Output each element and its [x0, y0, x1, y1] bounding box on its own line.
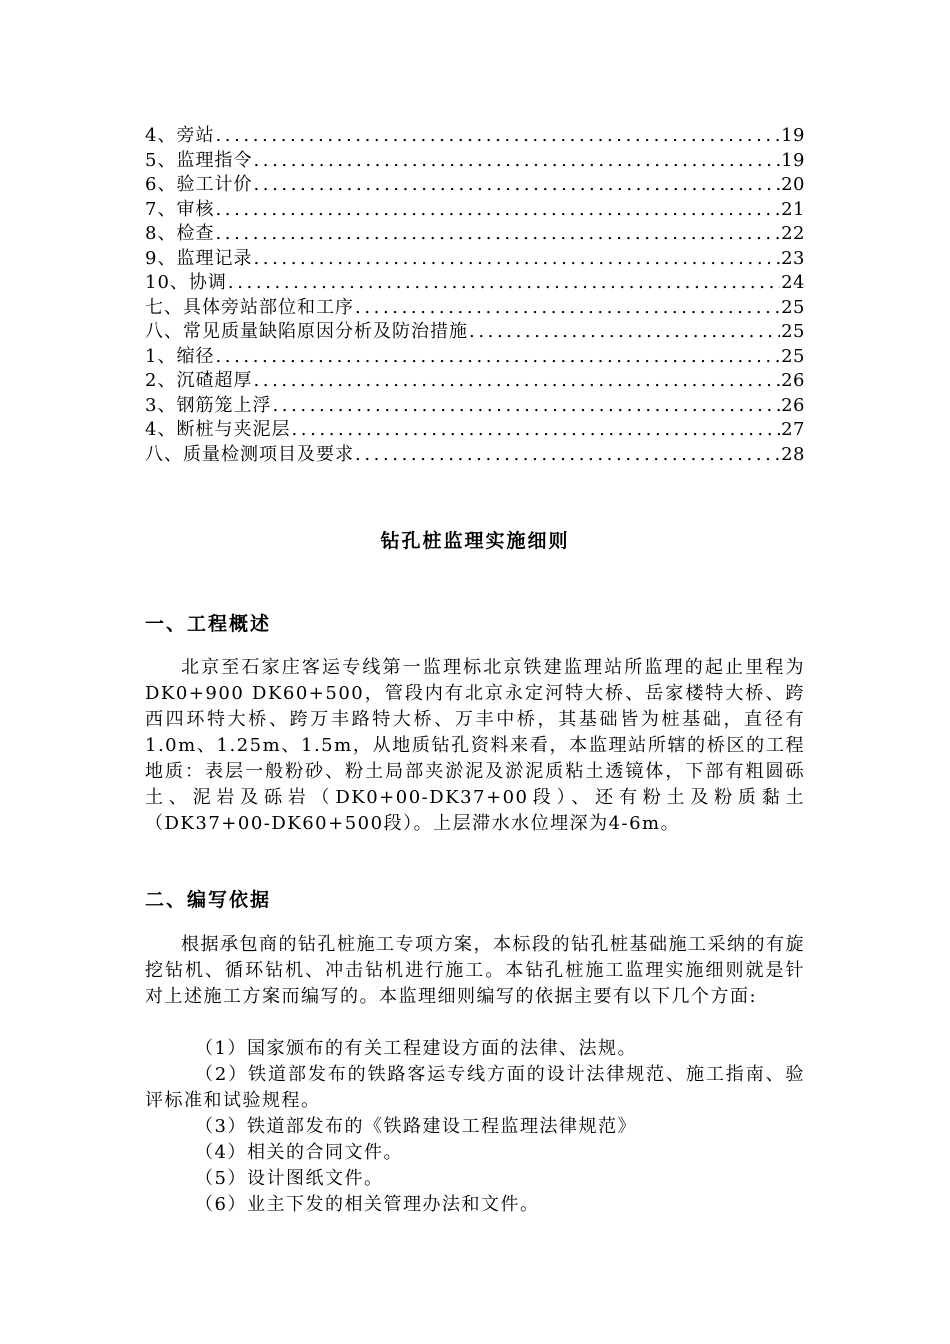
toc-entry-page: 27	[781, 419, 805, 440]
toc-entry-page: 28	[781, 443, 805, 465]
toc-leader-dots	[253, 247, 780, 272]
toc-leader-dots	[355, 296, 780, 321]
toc-entry-page: 22	[781, 223, 805, 244]
toc-entry[interactable]	[145, 198, 805, 223]
list-item: （3）铁道部发布的《铁路建设工程监理法律规范》	[195, 1116, 637, 1137]
toc-entry-label: 4、断桩与夹泥层	[145, 419, 291, 440]
toc-entry-label: 10、协调	[145, 272, 227, 293]
toc-entry[interactable]	[145, 369, 805, 394]
toc-entry[interactable]	[145, 320, 805, 345]
toc-entry-page: 19	[781, 149, 805, 171]
toc-entry-page: 20	[781, 174, 805, 195]
document-title: 钻孔桩监理实施细则	[380, 530, 570, 552]
toc-entry[interactable]	[145, 394, 805, 419]
toc-leader-dots	[215, 124, 780, 149]
toc-leader-dots	[469, 320, 780, 345]
toc-leader-dots	[355, 443, 780, 468]
list-item: （1）国家颁布的有关工程建设方面的法律、法规。	[195, 1038, 637, 1059]
toc-entry[interactable]	[145, 149, 805, 174]
toc-entry-page: 23	[781, 247, 805, 269]
toc-entry[interactable]	[145, 418, 805, 443]
toc-entry-page: 21	[781, 198, 805, 220]
toc-leader-dots	[215, 198, 780, 223]
toc-leader-dots	[253, 173, 780, 198]
toc-entry-page: 25	[781, 321, 805, 342]
toc-entry-page: 26	[781, 394, 805, 416]
toc-leader-dots	[215, 345, 780, 370]
toc-leader-dots	[215, 222, 780, 247]
table-of-contents	[145, 124, 805, 467]
toc-entry[interactable]	[145, 345, 805, 370]
toc-entry[interactable]	[145, 271, 805, 296]
toc-entry[interactable]	[145, 222, 805, 247]
toc-entry[interactable]	[145, 124, 805, 149]
toc-leader-dots	[253, 149, 780, 174]
toc-entry-label: 7、审核	[145, 198, 215, 220]
toc-leader-dots	[291, 418, 780, 443]
toc-leader-dots	[272, 394, 780, 419]
overview-paragraph: 北京至石家庄客运专线第一监理标北京铁建监理站所监理的起止里程为DK0+900 DK60+500，管段内有北京永定河特大桥、岳家楼特大桥、跨西四环特大桥、跨万丰路特大桥、万丰中桥，其基础皆为桩基础，直径有1.0m、1.25m、1.5m，从地质钻孔资料来看，本监理站所辖的桥区的工程地质：表层一般粉砂、粉土局部夹淤泥及淤泥质粘土透镜体，下部有粗圆砾土、泥岩及砾岩（DK0+00-DK37+00段）、还有粉土及粉质黏土（DK37+00-DK60+500段）。上层滞水水位埋深为4-6m。	[145, 657, 805, 834]
toc-entry-label: 5、监理指令	[145, 149, 253, 171]
list-item: （5）设计图纸文件。	[195, 1168, 384, 1189]
toc-entry-label: 1、缩径	[145, 345, 215, 367]
list-item: （2）铁道部发布的铁路客运专线方面的设计法律规范、施工指南、验评标准和试验规程。	[145, 1064, 805, 1111]
toc-entry-label: 4、旁站	[145, 125, 215, 146]
list-item: （4）相关的合同文件。	[195, 1142, 403, 1163]
toc-entry[interactable]	[145, 173, 805, 198]
toc-entry-label: 八、质量检测项目及要求	[145, 443, 354, 465]
toc-entry-label: 七、具体旁站部位和工序	[145, 296, 354, 318]
toc-entry-page: 25	[781, 296, 805, 318]
toc-entry-page: 24	[781, 272, 805, 293]
toc-entry-label: 9、监理记录	[145, 247, 253, 269]
toc-entry-label: 8、检查	[145, 223, 215, 244]
toc-leader-dots	[228, 271, 780, 296]
toc-entry-label: 八、常见质量缺陷原因分析及防治措施	[145, 321, 468, 342]
toc-entry[interactable]	[145, 443, 805, 468]
toc-entry-page: 19	[781, 125, 805, 146]
toc-entry-page: 26	[781, 370, 805, 391]
section-heading-overview: 一、工程概述	[145, 613, 272, 635]
toc-entry-label: 3、钢筋笼上浮	[145, 394, 272, 416]
list-item: （6）业主下发的相关管理办法和文件。	[195, 1194, 540, 1215]
toc-entry-label: 6、验工计价	[145, 174, 253, 195]
toc-entry-page: 25	[781, 345, 805, 367]
toc-entry[interactable]	[145, 247, 805, 272]
toc-entry[interactable]	[145, 296, 805, 321]
section-heading-basis: 二、编写依据	[145, 889, 272, 911]
toc-leader-dots	[253, 369, 780, 394]
basis-paragraph: 根据承包商的钻孔桩施工专项方案，本标段的钻孔桩基础施工采纳的有旋挖钻机、循环钻机、冲击钻机进行施工。本钻孔桩施工监理实施细则就是针对上述施工方案而编写的。本监理细则编写的依据主要有以下几个方面:	[145, 934, 805, 1007]
basis-list	[145, 1036, 805, 1218]
toc-entry-label: 2、沉碴超厚	[145, 370, 253, 391]
